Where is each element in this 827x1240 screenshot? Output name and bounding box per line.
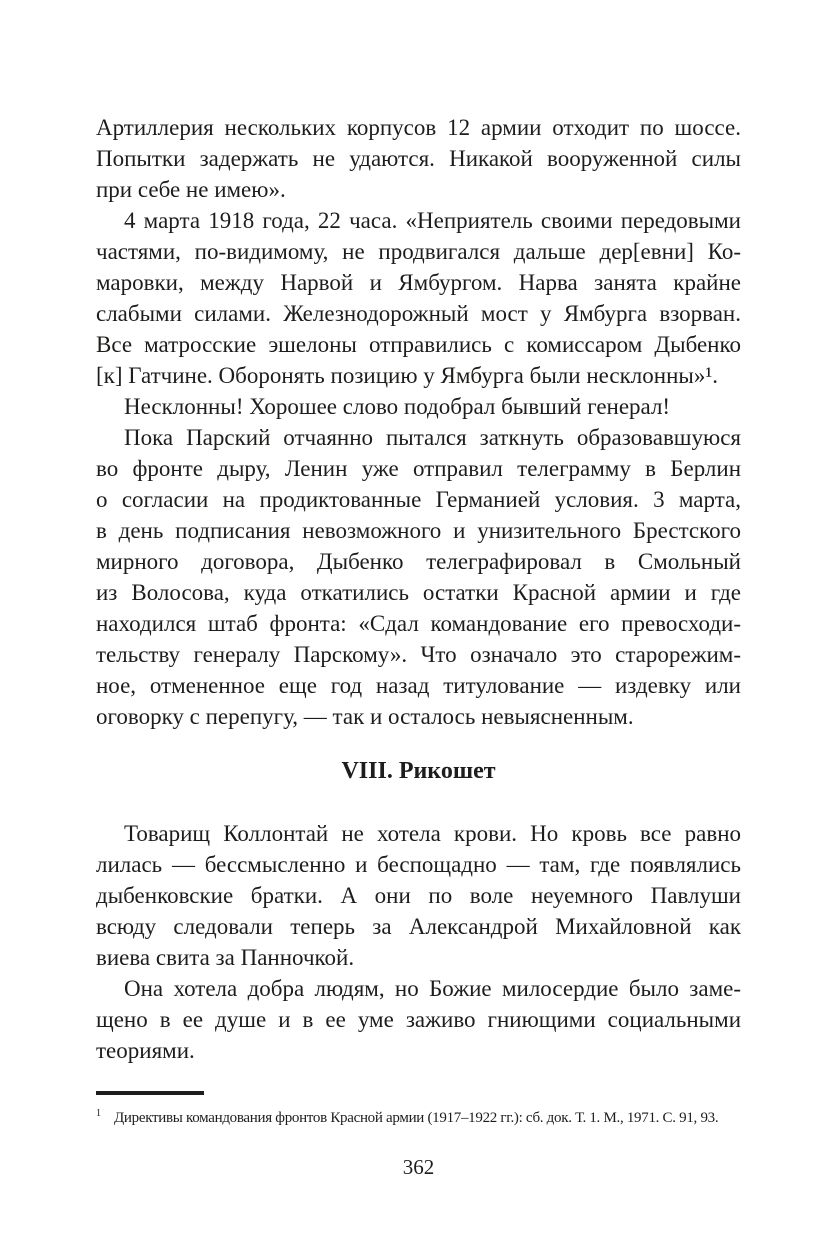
page-number: 362 xyxy=(402,1155,435,1179)
paragraph xyxy=(96,391,741,422)
text-line: при себе не имею». xyxy=(96,177,286,202)
text-line: Все матросские эшелоны отправились с комиссаром Дыбенко xyxy=(96,332,741,357)
footnote-block xyxy=(96,1091,741,1128)
footnote-text: Директивы командования фронтов Красной армии (1917–1922 гг.): сб. док. Т. 1. М., 1971. С. 91, 93. xyxy=(114,1110,719,1126)
chapter-heading: VIII. Рикошет xyxy=(341,758,496,784)
text-line: частями, по-видимому, не продвигался дальше дер[евни] Ко- xyxy=(96,239,741,264)
paragraph xyxy=(96,422,741,732)
paragraph xyxy=(96,112,741,205)
text-line: ное, отмененное еще год назад титулование — издевку или xyxy=(96,673,741,698)
text-line: из Волосова, куда откатились остатки Красной армии и где xyxy=(96,580,741,605)
body-text-after-heading xyxy=(96,818,741,1066)
footnote-marker: 1 xyxy=(96,1108,101,1119)
text-line: 4 марта 1918 года, 22 часа. «Неприятель своими передовыми xyxy=(124,208,741,233)
text-line: тельству генералу Парскому». Что означало это старорежим- xyxy=(96,642,741,667)
text-line: Пока Парский отчаянно пытался заткнуть образовавшуюся xyxy=(124,425,741,450)
text-line: Артиллерия нескольких корпусов 12 армии отходит по шоссе. xyxy=(96,115,741,140)
text-line: о согласии на продиктованные Германией условия. 3 марта, xyxy=(96,487,741,512)
paragraph xyxy=(96,818,741,973)
text-line: виева свита за Панночкой. xyxy=(96,945,355,970)
text-line: во фронте дыру, Ленин уже отправил телеграмму в Берлин xyxy=(96,456,741,481)
paragraph xyxy=(96,973,741,1066)
text-line: оговорку с перепугу, — так и осталось невыясненным. xyxy=(96,704,634,729)
text-line: находился штаб фронта: «Сдал командование его превосходи- xyxy=(96,611,741,636)
text-line: Попытки задержать не удаются. Никакой вооруженной силы xyxy=(96,146,741,171)
text-line: Товарищ Коллонтай не хотела крови. Но кровь все равно xyxy=(124,821,741,846)
footnote-rule xyxy=(96,1091,204,1095)
text-line: щено в ее душе и в ее уме заживо гниющими социальными xyxy=(96,1007,741,1032)
text-line: мирного договора, Дыбенко телеграфировал в Смольный xyxy=(96,549,741,574)
text-line: слабыми силами. Железнодорожный мост у Ямбурга взорван. xyxy=(96,301,741,326)
text-line: маровки, между Нарвой и Ямбургом. Нарва занята крайне xyxy=(96,270,741,295)
text-line: дыбенковские братки. А они по воле неуемного Павлуши xyxy=(96,883,741,908)
text-line: лилась — бессмысленно и беспощадно — там, где появлялись xyxy=(96,852,741,877)
text-line: Она хотела добра людям, но Божие милосердие было заме- xyxy=(124,976,741,1001)
text-line: Несклонны! Хорошее слово подобрал бывший генерал! xyxy=(124,394,671,419)
body-text-before-heading xyxy=(96,112,741,732)
paragraph xyxy=(96,205,741,391)
text-line: в день подписания невозможного и унизительного Брестского xyxy=(96,518,741,543)
text-line: теориями. xyxy=(96,1038,195,1063)
footnote xyxy=(96,1104,741,1128)
text-line: всюду следовали теперь за Александрой Михайловной как xyxy=(96,914,741,939)
text-line: [к] Гатчине. Оборонять позицию у Ямбурга были несклонны»¹. xyxy=(96,363,718,388)
